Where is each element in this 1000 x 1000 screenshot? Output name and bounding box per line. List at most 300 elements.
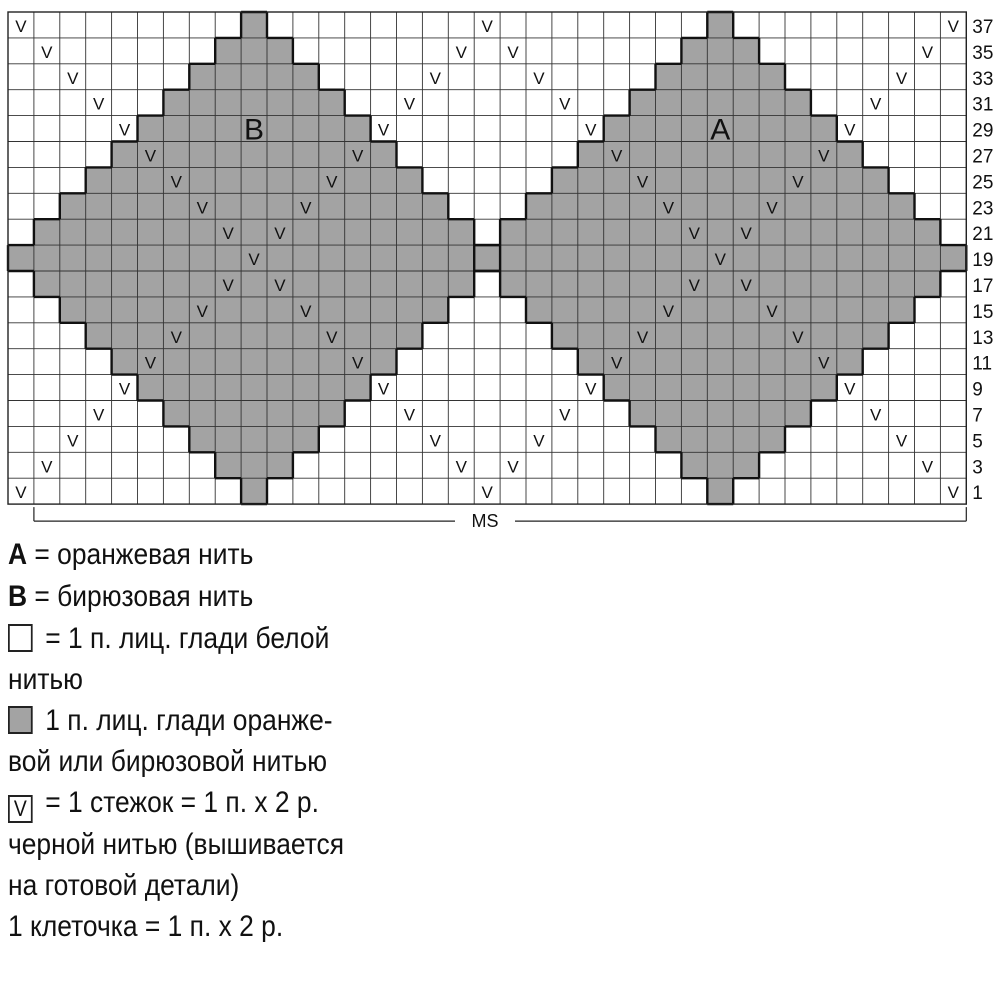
motif-cell xyxy=(241,12,267,38)
motif-cell xyxy=(707,90,733,116)
motif-cell xyxy=(811,219,837,245)
motif-cell xyxy=(656,426,682,452)
motif-cell xyxy=(578,142,604,168)
v-stitch-mark: V xyxy=(67,431,79,451)
motif-cell xyxy=(681,116,707,142)
v-stitch-mark: V xyxy=(403,94,416,114)
motif-cell xyxy=(267,167,293,193)
motif-cell xyxy=(578,271,604,297)
motif-cell xyxy=(60,219,86,245)
motif-cell xyxy=(138,323,164,349)
motif-cell xyxy=(526,271,552,297)
legend-gray-cont xyxy=(8,745,327,779)
motif-cell xyxy=(759,323,785,349)
legend-b-text: = бирюзовая нить xyxy=(27,580,254,613)
motif-cell xyxy=(837,271,863,297)
motif-cell xyxy=(138,375,164,401)
v-stitch-mark: V xyxy=(377,379,390,399)
row-label: 15 xyxy=(972,301,994,323)
motif-cell xyxy=(189,142,215,168)
motif-cell xyxy=(138,116,164,142)
v-stitch-mark: V xyxy=(507,42,519,62)
motif-cell xyxy=(163,297,189,323)
motif-cell xyxy=(267,38,293,64)
motif-cell xyxy=(34,271,60,297)
motif-cell xyxy=(293,245,319,271)
v-stitch-mark: V xyxy=(740,224,752,244)
v-stitch-icon: V xyxy=(8,795,33,823)
motif-cell xyxy=(733,64,759,90)
motif-cell xyxy=(293,90,319,116)
motif-cell xyxy=(656,245,682,271)
motif-cell xyxy=(733,142,759,168)
motif-cell xyxy=(889,271,915,297)
motif-cell xyxy=(345,375,371,401)
motif-cell xyxy=(86,323,112,349)
motif-cell xyxy=(785,349,811,375)
motif-cell xyxy=(889,219,915,245)
v-stitch-mark: V xyxy=(921,457,934,477)
motif-cell xyxy=(319,245,345,271)
motif-cell xyxy=(604,193,630,219)
motif-cell xyxy=(241,349,267,375)
motif-cell xyxy=(267,142,293,168)
motif-cell xyxy=(681,193,707,219)
motif-cell xyxy=(759,375,785,401)
motif-cell xyxy=(552,167,578,193)
motif-cell xyxy=(811,167,837,193)
v-stitch-mark: V xyxy=(377,120,390,140)
motif-cell xyxy=(422,297,448,323)
row-label: 9 xyxy=(972,379,983,401)
motif-cell xyxy=(163,271,189,297)
motif-cell xyxy=(656,116,682,142)
legend-gray-text: 1 п. лиц. глади оранже- xyxy=(37,704,333,737)
v-stitch-mark: V xyxy=(714,250,726,270)
legend-v xyxy=(8,786,319,823)
motif-cell xyxy=(759,219,785,245)
motif-cell xyxy=(733,452,759,478)
v-stitch-mark: V xyxy=(118,379,131,399)
motif-cell xyxy=(707,323,733,349)
motif-cell xyxy=(552,193,578,219)
motif-cell xyxy=(811,271,837,297)
motif-cell xyxy=(837,245,863,271)
motif-cell xyxy=(707,349,733,375)
motif-cell xyxy=(215,142,241,168)
motif-cell xyxy=(707,12,733,38)
motif-cell xyxy=(707,375,733,401)
motif-cell xyxy=(863,245,889,271)
legend-v-text2: черной нитью (вышивается xyxy=(8,828,344,861)
legend-white-text2: нитью xyxy=(8,663,83,696)
motif-cell xyxy=(112,297,138,323)
motif-cell xyxy=(422,219,448,245)
motif-cell xyxy=(293,64,319,90)
motif-cell xyxy=(707,401,733,427)
motif-cell xyxy=(448,271,474,297)
motif-cell xyxy=(656,323,682,349)
motif-cell xyxy=(371,219,397,245)
motif-cell xyxy=(422,245,448,271)
motif-cell xyxy=(241,426,267,452)
motif-cell xyxy=(241,90,267,116)
v-stitch-mark: V xyxy=(196,198,208,218)
motif-cell xyxy=(293,167,319,193)
v-stitch-mark: V xyxy=(610,146,623,166)
motif-cell xyxy=(189,219,215,245)
motif-cell xyxy=(163,193,189,219)
motif-cell xyxy=(241,193,267,219)
motif-cell xyxy=(241,219,267,245)
legend-b xyxy=(8,580,253,614)
v-stitch-mark: V xyxy=(144,353,157,373)
row-label: 3 xyxy=(972,457,983,479)
motif-cell xyxy=(785,245,811,271)
motif-cell xyxy=(707,64,733,90)
motif-cell xyxy=(785,193,811,219)
motif-cell xyxy=(811,323,837,349)
motif-cell xyxy=(371,349,397,375)
v-stitch-mark: V xyxy=(429,68,442,88)
row-label: 13 xyxy=(972,327,994,349)
motif-cell xyxy=(267,349,293,375)
motif-cell xyxy=(371,167,397,193)
v-stitch-mark: V xyxy=(818,146,830,166)
motif-cell xyxy=(215,245,241,271)
motif-cell xyxy=(319,116,345,142)
motif-cell xyxy=(526,219,552,245)
motif-cell xyxy=(630,245,656,271)
motif-cell xyxy=(785,116,811,142)
motif-cell xyxy=(552,245,578,271)
motif-cell xyxy=(604,219,630,245)
row-label: 37 xyxy=(972,16,994,38)
motif-cell xyxy=(733,401,759,427)
motif-cell xyxy=(189,323,215,349)
motif-cell xyxy=(267,64,293,90)
motif-cell xyxy=(163,90,189,116)
legend-gray xyxy=(8,704,333,738)
motif-cell xyxy=(785,401,811,427)
row-label: 25 xyxy=(972,172,994,194)
motif-cell xyxy=(345,219,371,245)
motif-cell xyxy=(863,167,889,193)
motif-cell xyxy=(60,193,86,219)
motif-cell xyxy=(707,452,733,478)
motif-cell xyxy=(656,271,682,297)
motif-cell xyxy=(448,245,474,271)
motif-cell xyxy=(345,297,371,323)
motif-cell xyxy=(500,219,526,245)
motif-cell xyxy=(681,38,707,64)
motif-cell xyxy=(759,401,785,427)
motif-cell xyxy=(422,193,448,219)
motif-cell xyxy=(578,167,604,193)
motif-cell xyxy=(215,323,241,349)
motif-cell xyxy=(837,193,863,219)
motif-cell xyxy=(785,219,811,245)
v-stitch-mark: V xyxy=(559,405,571,425)
motif-cell xyxy=(811,116,837,142)
motif-cell xyxy=(837,167,863,193)
motif-cell xyxy=(785,375,811,401)
motif-cell xyxy=(112,245,138,271)
motif-cell xyxy=(241,401,267,427)
motif-cell xyxy=(163,116,189,142)
motif-cell xyxy=(785,297,811,323)
legend-white-text: = 1 п. лиц. глади белой xyxy=(37,622,330,655)
motif-cell xyxy=(138,193,164,219)
v-stitch-mark: V xyxy=(196,301,208,321)
motif-cell xyxy=(863,297,889,323)
v-stitch-mark: V xyxy=(869,405,882,425)
motif-cell xyxy=(138,219,164,245)
motif-cell xyxy=(189,90,215,116)
motif-cell xyxy=(915,271,941,297)
motif-cell xyxy=(241,323,267,349)
motif-cell xyxy=(60,271,86,297)
motif-cell xyxy=(34,245,60,271)
motif-cell xyxy=(397,193,423,219)
v-stitch-mark: V xyxy=(533,68,545,88)
motif-cell xyxy=(189,245,215,271)
motif-cell xyxy=(785,142,811,168)
legend-a xyxy=(8,538,253,572)
motif-cell xyxy=(733,375,759,401)
v-stitch-mark: V xyxy=(636,327,649,347)
motif-cell xyxy=(681,323,707,349)
motif-cell xyxy=(863,219,889,245)
v-stitch-mark: V xyxy=(585,379,597,399)
motif-cell xyxy=(86,297,112,323)
motif-cell xyxy=(656,349,682,375)
motif-cell xyxy=(215,426,241,452)
motif-cell xyxy=(630,90,656,116)
motif-cell xyxy=(707,219,733,245)
motif-cell xyxy=(189,426,215,452)
motif-cell xyxy=(8,245,34,271)
row-label: 19 xyxy=(972,250,994,272)
motif-cell xyxy=(474,245,500,271)
v-stitch-mark: V xyxy=(326,172,338,192)
motif-label: B xyxy=(244,113,265,147)
motif-cell xyxy=(397,271,423,297)
motif-cell xyxy=(189,271,215,297)
v-stitch-mark: V xyxy=(844,379,856,399)
row-label: 35 xyxy=(972,42,994,64)
motif-cell xyxy=(552,323,578,349)
v-stitch-mark: V xyxy=(559,94,571,114)
motif-cell xyxy=(526,245,552,271)
motif-cell xyxy=(656,167,682,193)
motif-cell xyxy=(267,375,293,401)
motif-cell xyxy=(448,219,474,245)
v-stitch-mark: V xyxy=(688,224,701,244)
legend-v-text: = 1 стежок = 1 п. х 2 р. xyxy=(37,786,319,819)
motif-cell xyxy=(215,297,241,323)
motif-cell xyxy=(267,297,293,323)
motif-cell xyxy=(215,193,241,219)
motif-cell xyxy=(733,245,759,271)
v-stitch-mark: V xyxy=(300,301,312,321)
motif-cell xyxy=(189,167,215,193)
motif-cell xyxy=(215,452,241,478)
motif-cell xyxy=(371,245,397,271)
motif-cell xyxy=(293,349,319,375)
v-stitch-mark: V xyxy=(792,327,804,347)
motif-cell xyxy=(267,401,293,427)
v-stitch-mark: V xyxy=(41,457,53,477)
motif-cell xyxy=(319,349,345,375)
motif-cell xyxy=(345,193,371,219)
motif-cell xyxy=(371,271,397,297)
motif-cell xyxy=(189,375,215,401)
motif-cell xyxy=(733,426,759,452)
motif-cell xyxy=(604,323,630,349)
v-stitch-mark: V xyxy=(300,198,312,218)
v-stitch-mark: V xyxy=(636,172,649,192)
motif-cell xyxy=(112,167,138,193)
motif-cell xyxy=(940,245,966,271)
motif-cell xyxy=(215,375,241,401)
motif-cell xyxy=(86,219,112,245)
motif-cell xyxy=(293,426,319,452)
motif-cell xyxy=(112,271,138,297)
motif-cell xyxy=(189,401,215,427)
motif-cell xyxy=(863,271,889,297)
motif-cell xyxy=(241,64,267,90)
motif-cell xyxy=(915,219,941,245)
motif-cell xyxy=(163,245,189,271)
motif-cell xyxy=(578,349,604,375)
v-stitch-mark: V xyxy=(351,353,364,373)
motif-cell xyxy=(656,401,682,427)
v-stitch-mark: V xyxy=(92,94,105,114)
motif-cell xyxy=(526,193,552,219)
motif-cell xyxy=(163,142,189,168)
v-stitch-mark: V xyxy=(688,275,701,295)
legend-v-text3: на готовой детали) xyxy=(8,869,240,902)
motif-cell xyxy=(604,271,630,297)
motif-cell xyxy=(397,245,423,271)
motif-cell xyxy=(138,245,164,271)
legend-white-cont xyxy=(8,663,83,697)
legend-cell-text: 1 клеточка = 1 п. х 2 р. xyxy=(8,910,284,943)
motif-cell xyxy=(837,219,863,245)
v-stitch-mark: V xyxy=(67,68,79,88)
motif-cell xyxy=(785,271,811,297)
v-stitch-mark: V xyxy=(326,327,338,347)
motif-cell xyxy=(630,375,656,401)
motif-cell xyxy=(578,219,604,245)
legend-a-text: = оранжевая нить xyxy=(27,538,254,571)
v-stitch-mark: V xyxy=(844,120,856,140)
v-stitch-mark: V xyxy=(170,327,183,347)
motif-cell xyxy=(681,297,707,323)
motif-cell xyxy=(189,64,215,90)
v-stitch-mark: V xyxy=(248,250,260,270)
motif-cell xyxy=(319,142,345,168)
motif-cell xyxy=(811,193,837,219)
motif-cell xyxy=(215,401,241,427)
motif-cell xyxy=(630,219,656,245)
motif-cell xyxy=(163,219,189,245)
legend-white xyxy=(8,622,329,656)
v-stitch-mark: V xyxy=(947,483,960,503)
motif-cell xyxy=(189,349,215,375)
motif-cell xyxy=(345,245,371,271)
motif-cell xyxy=(241,271,267,297)
motif-cell xyxy=(915,245,941,271)
motif-cell xyxy=(215,64,241,90)
motif-cell xyxy=(293,323,319,349)
motif-cell xyxy=(86,167,112,193)
v-stitch-mark: V xyxy=(455,457,467,477)
legend-a-key: A xyxy=(8,538,28,571)
v-stitch-mark: V xyxy=(662,301,675,321)
motif-cell xyxy=(759,90,785,116)
motif-cell xyxy=(604,167,630,193)
motif-cell xyxy=(293,142,319,168)
motif-cell xyxy=(500,245,526,271)
legend-v-cont2 xyxy=(8,869,239,903)
motif-cell xyxy=(681,426,707,452)
motif-cell xyxy=(733,193,759,219)
v-stitch-mark: V xyxy=(481,483,493,503)
motif-cell xyxy=(267,426,293,452)
motif-cell xyxy=(811,245,837,271)
motif-cell xyxy=(34,219,60,245)
v-stitch-mark: V xyxy=(585,120,597,140)
v-stitch-mark: V xyxy=(895,68,908,88)
motif-cell xyxy=(630,271,656,297)
v-stitch-mark: V xyxy=(222,275,234,295)
motif-cell xyxy=(319,90,345,116)
motif-cell xyxy=(112,193,138,219)
motif-cell xyxy=(241,375,267,401)
v-stitch-mark: V xyxy=(507,457,519,477)
motif-cell xyxy=(681,90,707,116)
motif-cell xyxy=(578,245,604,271)
motif-cell xyxy=(578,193,604,219)
motif-cell xyxy=(215,38,241,64)
motif-cell xyxy=(526,297,552,323)
v-stitch-mark: V xyxy=(792,172,804,192)
motif-cell xyxy=(552,219,578,245)
motif-cell xyxy=(889,193,915,219)
motif-cell xyxy=(241,478,267,504)
motif-cell xyxy=(733,116,759,142)
ms-label: MS xyxy=(471,511,499,532)
motif-cell xyxy=(397,219,423,245)
row-label: 21 xyxy=(972,224,994,246)
row-label: 17 xyxy=(972,275,994,297)
motif-cell xyxy=(837,297,863,323)
motif-cell xyxy=(681,167,707,193)
row-label: 27 xyxy=(972,146,994,168)
motif-cell xyxy=(138,271,164,297)
v-stitch-mark: V xyxy=(455,42,467,62)
motif-cell xyxy=(397,297,423,323)
motif-cell xyxy=(681,375,707,401)
v-stitch-mark: V xyxy=(403,405,416,425)
motif-cell xyxy=(422,271,448,297)
motif-cell xyxy=(630,401,656,427)
motif-cell xyxy=(319,219,345,245)
motif-cell xyxy=(267,193,293,219)
motif-cell xyxy=(241,167,267,193)
